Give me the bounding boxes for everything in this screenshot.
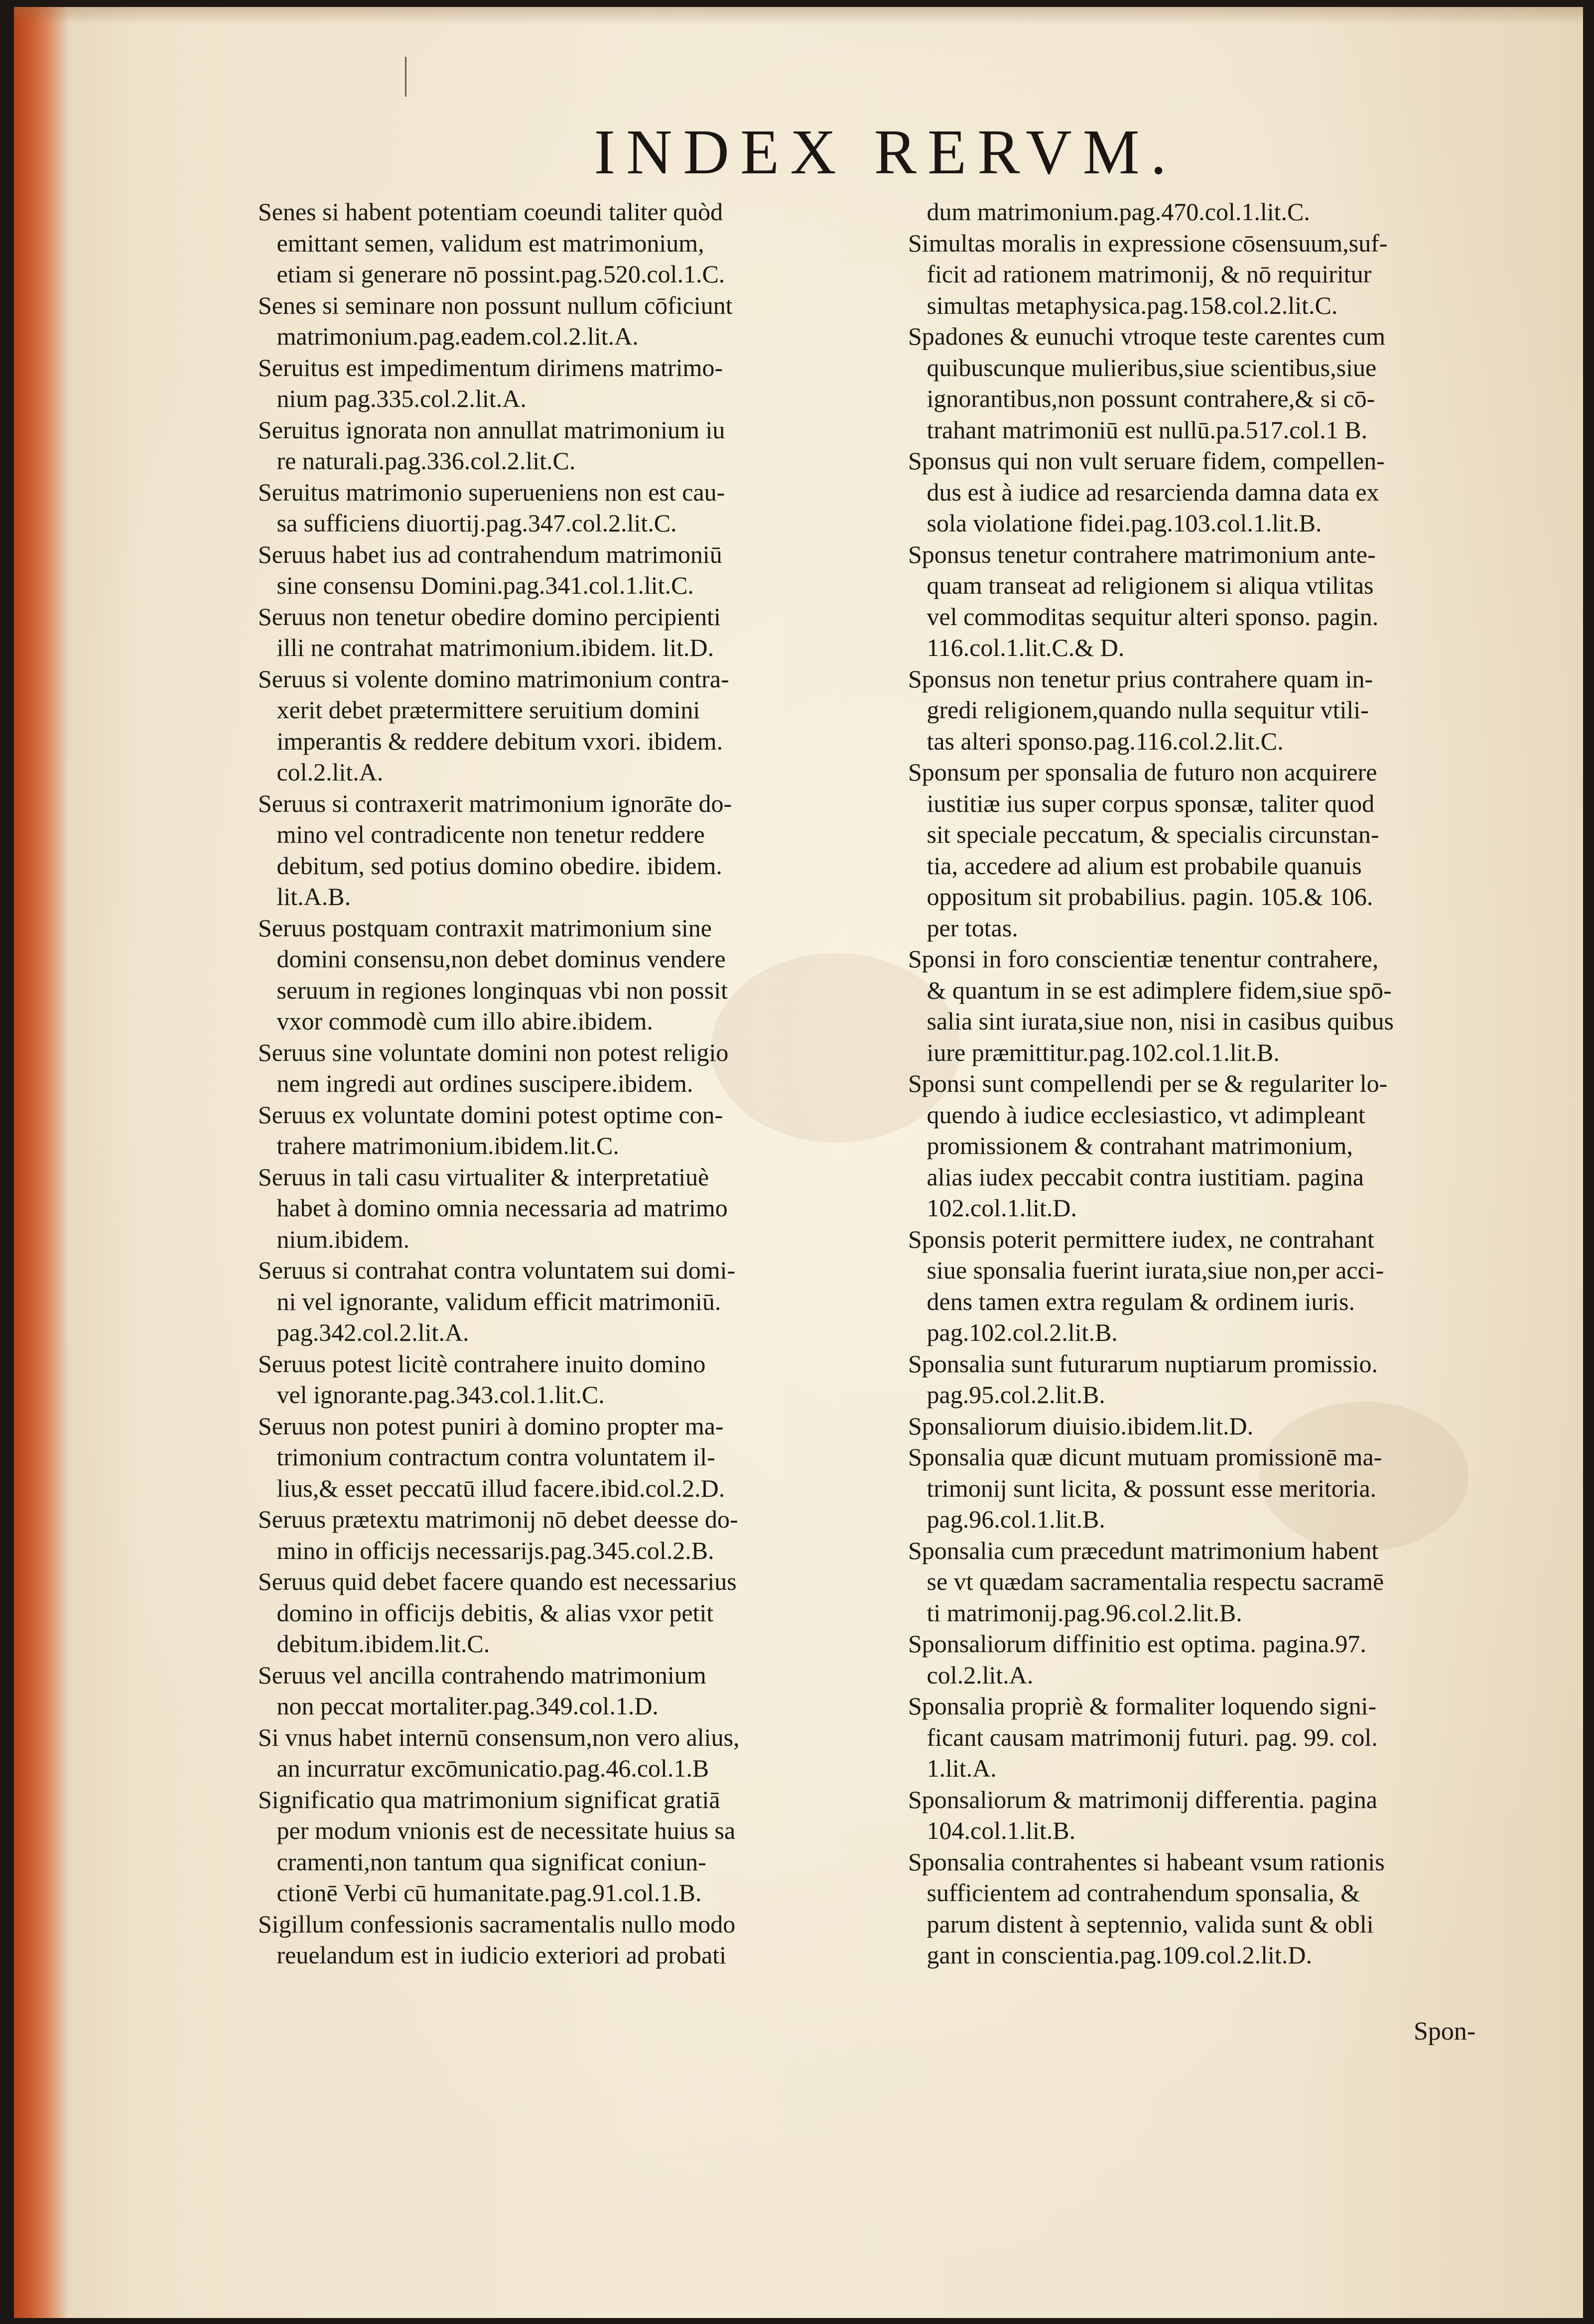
index-entry [908, 539, 1561, 663]
index-entry-line: Sigillum confessionis sacramentalis nullo modo [258, 1910, 736, 1938]
index-entry-line: Sponsalia propriè & formaliter loquendo signi- [908, 1692, 1377, 1720]
index-entry-line: Seruus postquam contraxit matrimonium sine [258, 913, 712, 942]
index-entry-line: Seruitus est impedimentum dirimens matrimo- [258, 353, 723, 382]
index-entry-line: Seruus non tenetur obedire domino percipienti [258, 602, 721, 631]
index-entry [258, 1660, 906, 1722]
index-entry-line: Seruus si contrahat contra voluntatem sui domi- [258, 1256, 736, 1284]
index-entry-line: Sponsi sunt compellendi per se & regulariter lo- [908, 1069, 1388, 1097]
index-entry-line: lius,& esset peccatū illud facere.ibid.col.2.D. [258, 1474, 725, 1502]
index-entry [908, 1690, 1561, 1784]
index-entry-line: trahere matrimonium.ibidem.lit.C. [258, 1132, 619, 1160]
index-entry-line: Seruus quid debet facere quando est necessarius [258, 1567, 737, 1595]
index-entry-line: emittant semen, validum est matrimonium, [258, 229, 704, 257]
index-entry [908, 1784, 1561, 1846]
index-entry-line: vxor commodè cum illo abire.ibidem. [258, 1007, 653, 1035]
index-entry [908, 445, 1561, 539]
index-entry-line: trimonium contractum contra voluntatem il- [258, 1443, 715, 1471]
index-entry-line: Seruus si contraxerit matrimonium ignorāte do- [258, 789, 732, 817]
index-entry-line: seruum in regiones longinquas vbi non possit [258, 976, 728, 1004]
index-entry-line: habet à domino omnia necessaria ad matrimo [258, 1194, 728, 1222]
index-entry [908, 196, 1561, 228]
index-column-right [908, 196, 1561, 1971]
index-entry-line: Seruus vel ancilla contrahendo matrimonium [258, 1661, 706, 1689]
index-entry-line: nium pag.335.col.2.lit.A. [258, 385, 527, 412]
index-entry-line: debitum, sed potius domino obedire. ibidem. [258, 851, 722, 880]
index-entry-line: dum matrimonium.pag.470.col.1.lit.C. [908, 198, 1310, 226]
index-entry-line: sit speciale peccatum, & specialis circunstan- [908, 820, 1379, 848]
index-entry-line: vel ignorante.pag.343.col.1.lit.C. [258, 1381, 605, 1409]
index-entry [258, 196, 906, 290]
index-entry-line: Seruus prætextu matrimonij nō debet deesse do- [258, 1505, 738, 1533]
index-entry-line: Sponsus qui non vult seruare fidem, compellen- [908, 447, 1385, 475]
index-entry-line: Sponsus non tenetur prius contrahere quam in- [908, 664, 1373, 693]
index-entry-line: ignorantibus,non possunt contrahere,& si cō- [908, 385, 1375, 412]
index-entry-line: dus est à iudice ad resarcienda damna data ex [908, 478, 1379, 506]
index-entry-line: ficant causam matrimonij futuri. pag. 99. col. [908, 1723, 1378, 1751]
index-entry [258, 414, 906, 477]
index-entry-line: & quantum in se est adimplere fidem,siue spō- [908, 976, 1392, 1004]
index-entry-line: pag.342.col.2.lit.A. [258, 1318, 469, 1346]
index-entry-line: domino in officijs debitis, & alias vxor petit [258, 1598, 714, 1627]
index-entry [258, 290, 906, 352]
index-entry-line: quendo à iudice ecclesiastico, vt adimpleant [908, 1100, 1365, 1129]
index-entry-line: Seruitus ignorata non annullat matrimonium iu [258, 415, 725, 444]
index-entry-line: col.2.lit.A. [258, 758, 384, 786]
index-entry-line: trimonij sunt licita, & possunt esse meritoria. [908, 1474, 1377, 1502]
index-entry-line: iustitiæ ius super corpus sponsæ, taliter quod [908, 789, 1375, 817]
index-entry-line: iure præmittitur.pag.102.col.1.lit.B. [908, 1038, 1280, 1066]
index-entry-line: sine consensu Domini.pag.341.col.1.lit.C. [258, 571, 694, 599]
index-entry-line: Seruus potest licitè contrahere inuito domino [258, 1349, 706, 1378]
index-entry [258, 1099, 906, 1162]
index-entry-line: promissionem & contrahant matrimonium, [908, 1132, 1353, 1160]
index-entry-line: domini consensu,non debet dominus vendere [258, 945, 726, 973]
index-entry-line: oppositum sit probabilius. pagin. 105.& 106. [908, 883, 1373, 910]
index-entry [258, 1722, 906, 1784]
index-entry [258, 477, 906, 539]
ink-mark [405, 57, 406, 97]
index-entry [908, 1348, 1561, 1411]
index-entry-line: Spadones & eunuchi vtroque teste carentes cum [908, 322, 1386, 350]
index-entry-line: nium.ibidem. [258, 1225, 410, 1253]
index-entry-line: 1.lit.A. [908, 1754, 997, 1782]
index-entry-line: Sponsus tenetur contrahere matrimonium ante- [908, 540, 1376, 568]
index-entry-line: Sponsum per sponsalia de futuro non acquirere [908, 758, 1377, 786]
index-entry-line: sa sufficiens diuortij.pag.347.col.2.lit.C. [258, 509, 677, 537]
index-entry-line: xerit debet prætermittere seruitium domini [258, 696, 700, 724]
index-entry-line: etiam si generare nō possint.pag.520.col.1.C. [258, 260, 725, 288]
index-entry [258, 1504, 906, 1566]
index-entry-line: Si vnus habet internū consensum,non vero alius, [258, 1723, 740, 1751]
index-entry [908, 1068, 1561, 1224]
index-entry-line: non peccat mortaliter.pag.349.col.1.D. [258, 1692, 659, 1720]
index-entry-line: quam transeat ad religionem si aliqua vtilitas [908, 571, 1374, 599]
index-entry [258, 1784, 906, 1909]
index-entry-line: cramenti,non tantum qua significat coniun- [258, 1847, 706, 1876]
index-entry-line: trahant matrimoniū est nullū.pa.517.col.1 B. [908, 415, 1368, 444]
index-entry-line: gredi religionem,quando nulla sequitur vtili- [908, 696, 1369, 724]
index-entry-line: Senes si seminare non possunt nullum cōficiunt [258, 291, 733, 319]
index-entry-line: Seruitus matrimonio superueniens non est cau- [258, 478, 725, 506]
index-entry-line: imperantis & reddere debitum vxori. ibidem. [258, 727, 723, 755]
index-entry-line: tas alteri sponso.pag.116.col.2.lit.C. [908, 727, 1284, 755]
index-entry-line: per totas. [908, 913, 1018, 942]
index-entry-line: Seruus habet ius ad contrahendum matrimoniū [258, 540, 722, 568]
index-entry [258, 1162, 906, 1255]
index-entry-line: alias iudex peccabit contra iustitiam. pagina [908, 1162, 1364, 1191]
index-entry [908, 663, 1561, 757]
index-entry [258, 1411, 906, 1504]
index-entry [908, 1441, 1561, 1535]
index-entry-line: col.2.lit.A. [908, 1661, 1034, 1689]
index-entry-line: ti matrimonij.pag.96.col.2.lit.B. [908, 1598, 1242, 1627]
index-entry-line: Sponsaliorum diffinitio est optima. pagina.97. [908, 1630, 1366, 1658]
index-entry-line: simultas metaphysica.pag.158.col.2.lit.C. [908, 291, 1338, 319]
index-entry-line: parum distent à septennio, valida sunt & obli [908, 1910, 1374, 1938]
index-entry-line: Seruus ex voluntate domini potest optime con- [258, 1100, 723, 1129]
index-entry-line: Simultas moralis in expressione cōsensuum,suf- [908, 229, 1388, 257]
index-entry-line: vel commoditas sequitur alteri sponso. pagin. [908, 602, 1379, 631]
index-entry [908, 1535, 1561, 1629]
index-entry [908, 228, 1561, 321]
page-edge-gilt [14, 7, 69, 2318]
index-entry [258, 1037, 906, 1099]
index-entry-line: Sponsalia sunt futurarum nuptiarum promissio. [908, 1349, 1378, 1378]
index-entry-line: 116.col.1.lit.C.& D. [908, 634, 1125, 661]
index-column-left [258, 196, 906, 1971]
index-entry-line: quibuscunque mulieribus,siue scientibus,siue [908, 353, 1377, 382]
index-entry [908, 321, 1561, 445]
index-entry [258, 601, 906, 663]
catchword: Spon- [1414, 2017, 1476, 2046]
index-entry-line: an incurratur excōmunicatio.pag.46.col.1.B [258, 1754, 709, 1782]
index-entry [908, 1846, 1561, 1971]
index-entry-line: 104.col.1.lit.B. [908, 1816, 1076, 1844]
index-entry-line: Sponsi in foro conscientiæ tenentur contrahere, [908, 945, 1379, 973]
index-entry-line: Senes si habent potentiam coeundi taliter quòd [258, 198, 723, 226]
index-entry [258, 912, 906, 1037]
index-entry-line: pag.95.col.2.lit.B. [908, 1381, 1105, 1409]
index-entry-line: Sponsalia contrahentes si habeant vsum rationis [908, 1847, 1385, 1876]
index-entry [908, 1224, 1561, 1348]
index-entry [908, 943, 1561, 1068]
index-entry-line: sufficientem ad contrahendum sponsalia, & [908, 1879, 1360, 1907]
index-entry-line: Sponsis poterit permittere iudex, ne contrahant [908, 1225, 1374, 1253]
index-entry-line: Sponsaliorum diuisio.ibidem.lit.D. [908, 1412, 1254, 1440]
index-entry-line: sola violatione fidei.pag.103.col.1.lit.B. [908, 509, 1322, 537]
index-entry [908, 757, 1561, 943]
index-entry-line: ficit ad rationem matrimonij, & nō requiritur [908, 260, 1372, 288]
index-entry-line: tia, accedere ad alium est probabile quanuis [908, 851, 1362, 880]
index-entry [908, 1628, 1561, 1690]
index-entry [258, 352, 906, 414]
index-entry [258, 539, 906, 601]
index-entry-line: lit.A.B. [258, 883, 351, 910]
page-top-shadow [14, 7, 1583, 25]
index-entry-line: mino in officijs necessarijs.pag.345.col.2.B. [258, 1536, 714, 1564]
index-entry-line: per modum vnionis est de necessitate huius sa [258, 1816, 736, 1844]
index-entry [258, 663, 906, 788]
book-page [14, 7, 1583, 2318]
index-entry-line: se vt quædam sacramentalia respectu sacramē [908, 1567, 1384, 1595]
index-entry-line: matrimonium.pag.eadem.col.2.lit.A. [258, 322, 639, 350]
index-entry-line: gant in conscientia.pag.109.col.2.lit.D. [908, 1941, 1312, 1969]
index-entry-line: pag.96.col.1.lit.B. [908, 1505, 1105, 1533]
index-entry-line: salia sint iurata,siue non, nisi in casibus quibus [908, 1007, 1394, 1035]
index-entry-line: Significatio qua matrimonium significat gratiā [258, 1785, 720, 1813]
index-entry-line: Seruus sine voluntate domini non potest religio [258, 1038, 729, 1066]
index-entry-line: Sponsalia quæ dicunt mutuam promissionē ma- [908, 1443, 1382, 1471]
page-title: INDEX RERVM. [594, 117, 1178, 187]
index-entry-line: siue sponsalia fuerint iurata,siue non,per acci- [908, 1256, 1384, 1284]
index-entry-line: reuelandum est in iudicio exteriori ad probati [258, 1941, 726, 1969]
index-entry-line: Seruus in tali casu virtualiter & interpretatiuè [258, 1162, 709, 1191]
index-entry [258, 1348, 906, 1411]
index-entry-line: debitum.ibidem.lit.C. [258, 1630, 490, 1658]
index-entry-line: pag.102.col.2.lit.B. [908, 1318, 1118, 1346]
index-entry [258, 1255, 906, 1348]
index-entry [258, 1909, 906, 1971]
index-entry-line: nem ingredi aut ordines suscipere.ibidem. [258, 1069, 693, 1097]
index-entry-line: dens tamen extra regulam & ordinem iuris. [908, 1287, 1355, 1315]
index-entry-line: Seruus si volente domino matrimonium contra- [258, 664, 729, 693]
index-entry-line: Sponsalia cum præcedunt matrimonium habent [908, 1536, 1379, 1564]
index-entry-line: ni vel ignorante, validum efficit matrimoniū. [258, 1287, 721, 1315]
index-entry [258, 788, 906, 912]
index-entry [258, 1566, 906, 1660]
index-entry-line: ctionē Verbi cū humanitate.pag.91.col.1.B. [258, 1879, 702, 1907]
index-entry-line: Sponsaliorum & matrimonij differentia. pagina [908, 1785, 1377, 1813]
index-entry-line: mino vel contradicente non tenetur reddere [258, 820, 705, 848]
index-entry-line: re naturali.pag.336.col.2.lit.C. [258, 447, 576, 475]
index-entry-line: illi ne contrahat matrimonium.ibidem. lit.D. [258, 634, 714, 661]
index-entry-line: Seruus non potest puniri à domino propter ma- [258, 1412, 724, 1440]
index-entry [908, 1411, 1561, 1442]
index-entry-line: 102.col.1.lit.D. [908, 1194, 1077, 1222]
